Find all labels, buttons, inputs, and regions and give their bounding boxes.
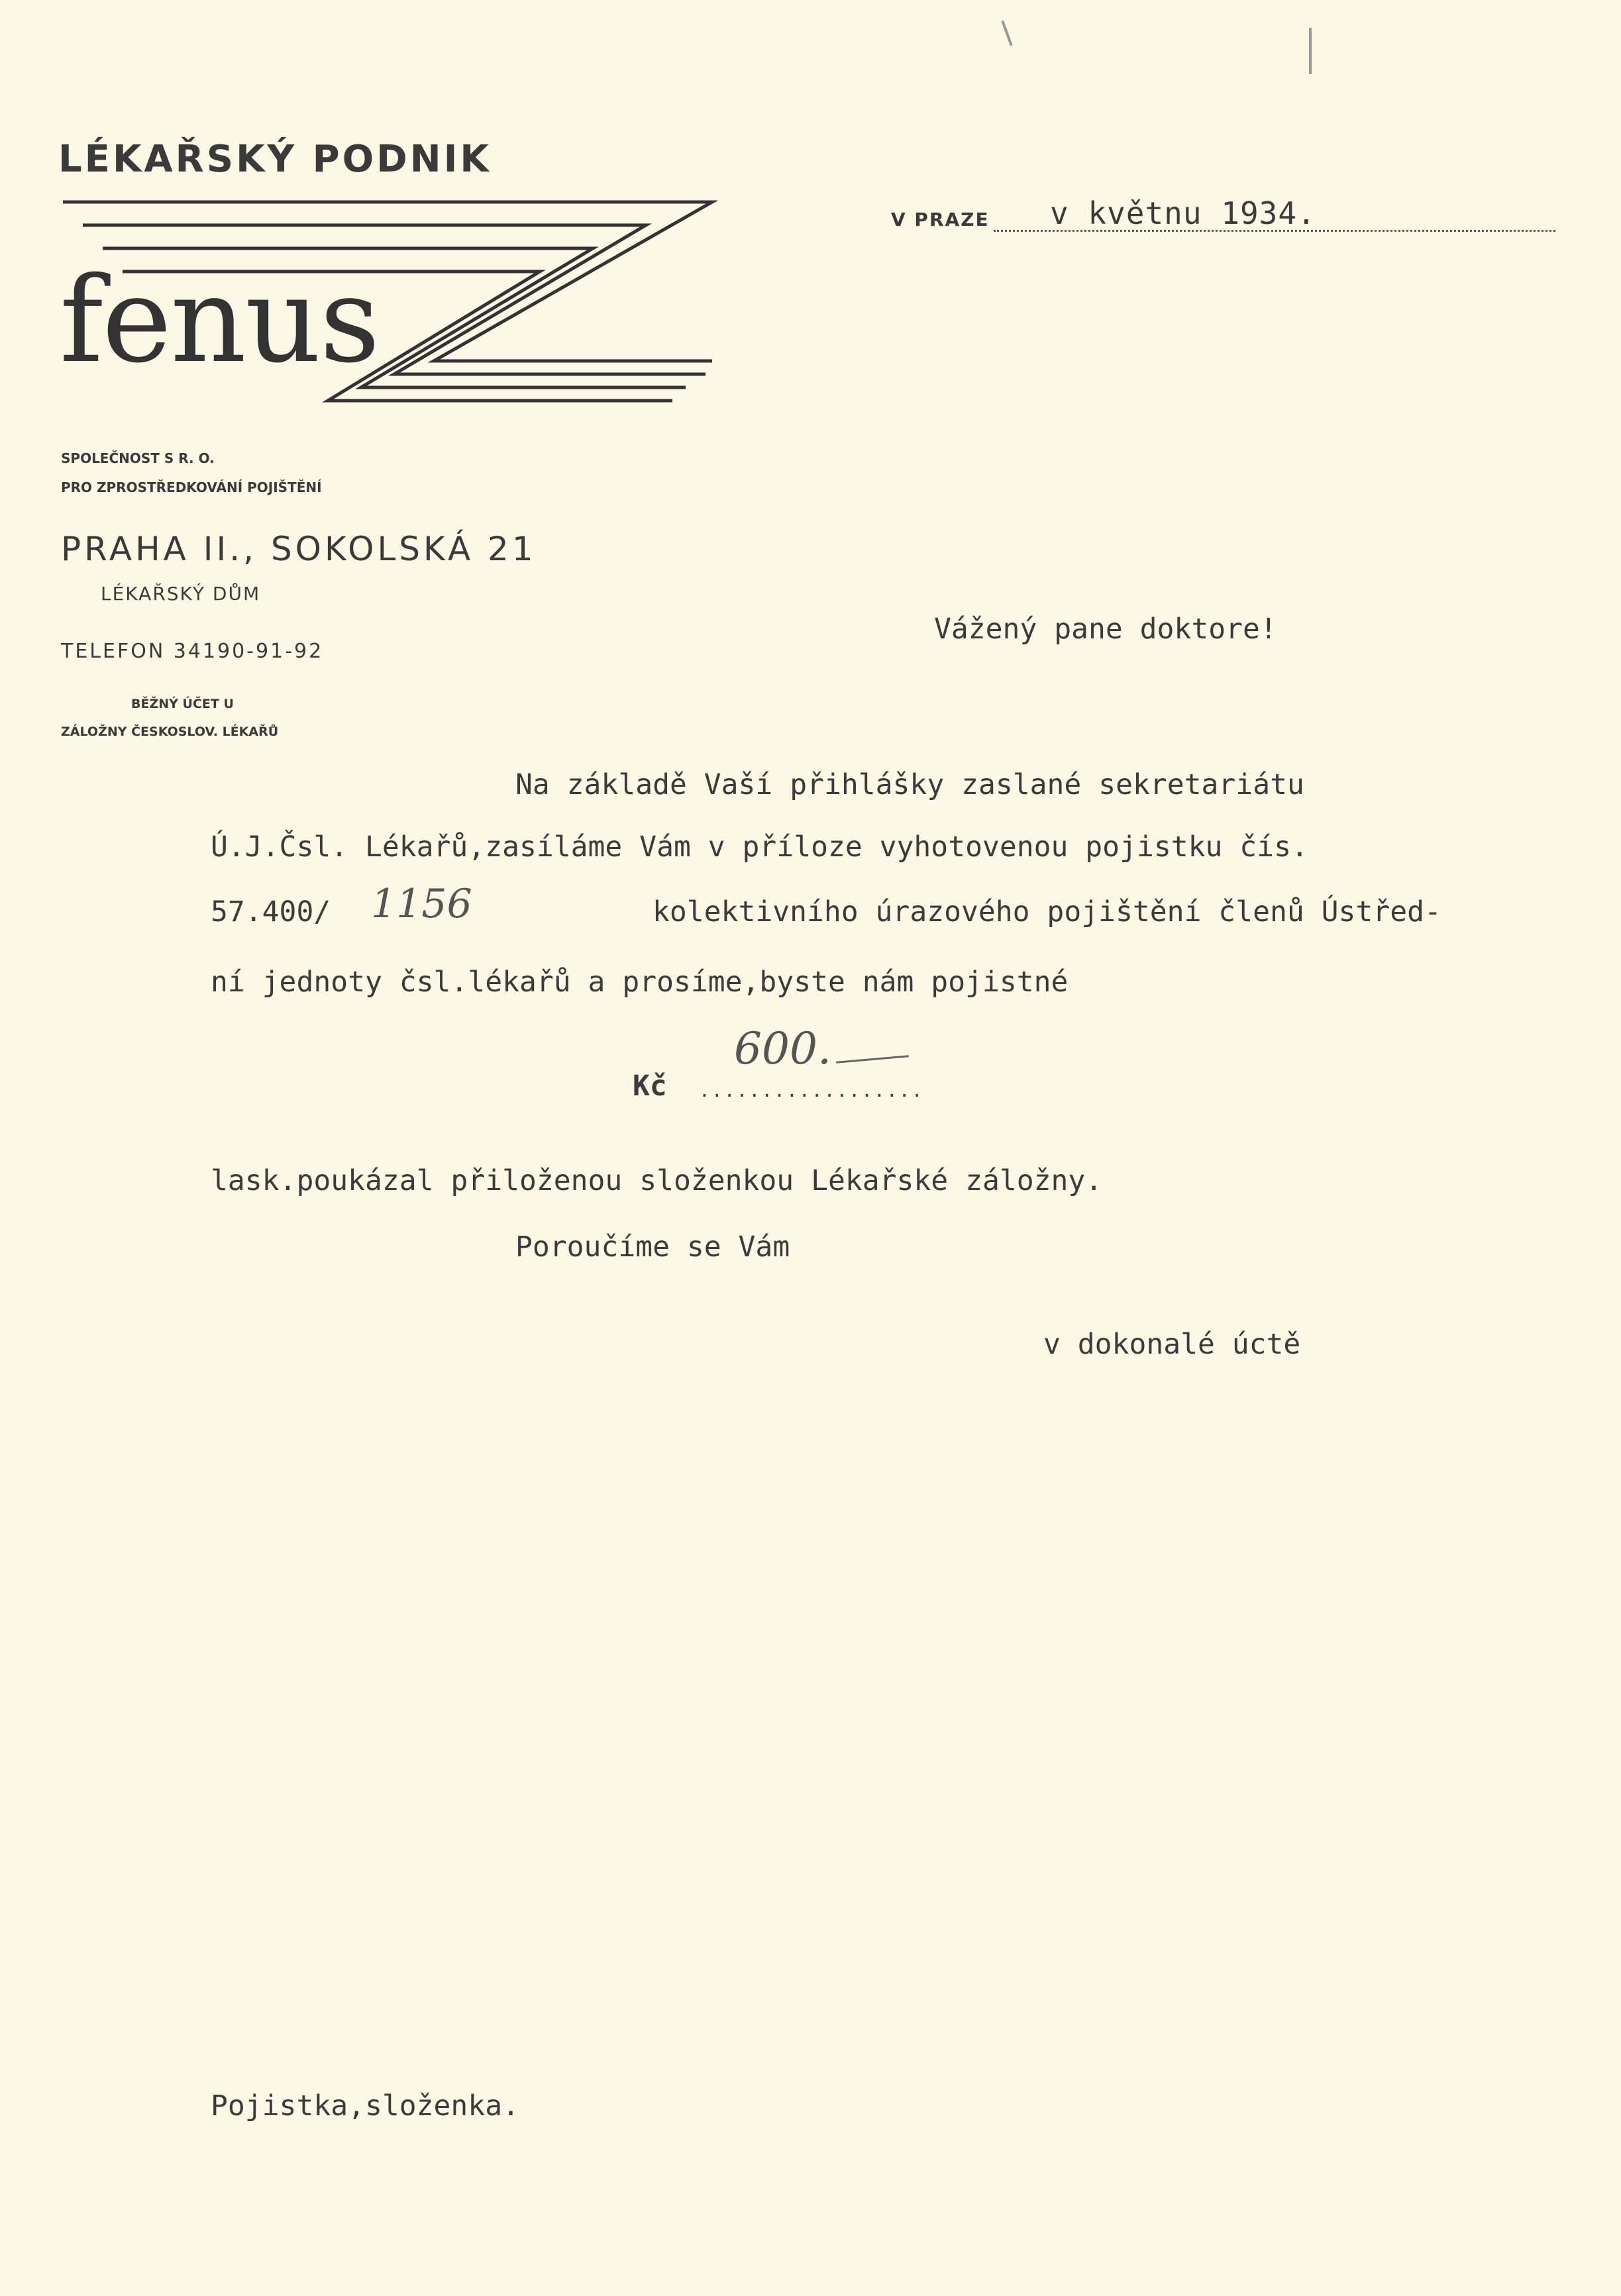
bank-account: ZÁLOŽNY ČESKOSLOV. LÉKAŘŮ xyxy=(61,724,279,739)
enclosures: Pojistka,složenka. xyxy=(211,2089,519,2122)
company-building: LÉKAŘSKÝ DŮM xyxy=(101,583,261,605)
closing: v dokonalé úctě xyxy=(1043,1328,1301,1361)
policy-number-prefix: 57.400/ xyxy=(211,895,331,928)
amount-dotted-line: .................. xyxy=(699,1079,924,1101)
body-line: Ú.J.Čsl. Lékařů,zasíláme Vám v příloze vyhotovenou pojistku čís. xyxy=(211,830,1308,864)
ink-mark xyxy=(1001,21,1012,46)
date-place: V PRAZE xyxy=(891,209,990,230)
company-subtitle: PRO ZPROSTŘEDKOVÁNÍ POJIŠTĚNÍ xyxy=(61,479,322,495)
company-subtitle: SPOLEČNOST S R. O. xyxy=(61,450,215,466)
amount-handwritten: 600. xyxy=(734,1023,831,1074)
body-line: Na základě Vaší přihlášky zaslané sekretariátu xyxy=(515,768,1304,801)
company-address: PRAHA II., SOKOLSKÁ 21 xyxy=(61,530,537,568)
body-line: kolektivního úrazového pojištění členů Ústřed- xyxy=(653,895,1441,928)
company-name: LÉKAŘSKÝ PODNIK xyxy=(58,138,492,181)
ink-mark xyxy=(1309,28,1312,74)
amount-dash xyxy=(836,1055,909,1064)
salutation: Vážený pane doktore! xyxy=(934,613,1277,646)
currency-label: Kč xyxy=(633,1070,667,1103)
body-line: lask.poukázal přiloženou složenkou Lékařské záložny. xyxy=(211,1164,1103,1197)
policy-number-handwritten: 1156 xyxy=(371,881,472,927)
body-line: Poroučíme se Vám xyxy=(515,1230,790,1264)
brand-logo-text: fenus xyxy=(60,252,379,389)
letter-date: v květnu 1934. xyxy=(1050,195,1316,231)
bank-account: BĚŽNÝ ÚČET U xyxy=(131,697,234,711)
body-line: ní jednoty čsl.lékařů a prosíme,byste nám pojistné xyxy=(211,966,1069,999)
company-phone: TELEFON 34190-91-92 xyxy=(61,640,324,663)
